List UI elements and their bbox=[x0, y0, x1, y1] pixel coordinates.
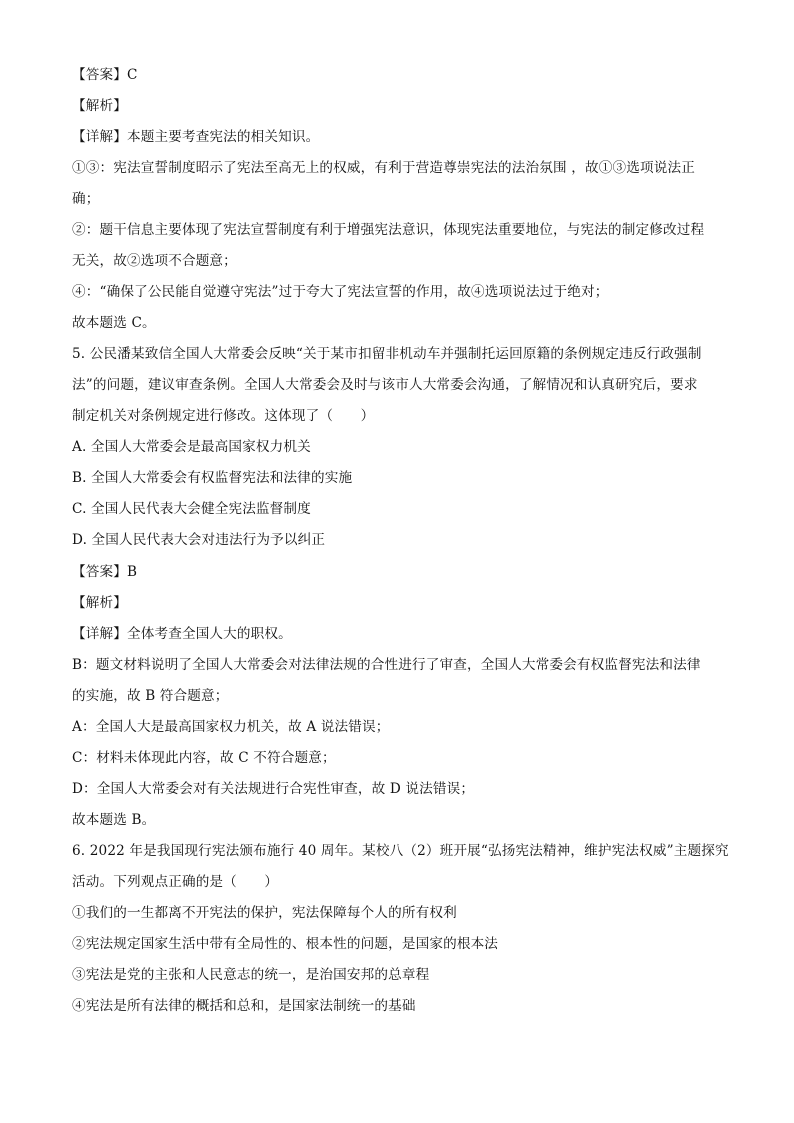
statement-1: ①我们的一生都离不开宪法的保护，宪法保障每个人的所有权利 bbox=[72, 905, 457, 921]
conclusion-line: 故本题选 C。 bbox=[72, 315, 156, 331]
statement-2: ②宪法规定国家生活中带有全局性的、根本性的问题，是国家的根本法 bbox=[72, 936, 499, 952]
question-stem: 活动。下列观点正确的是（ ） bbox=[72, 874, 279, 890]
explanation-line: 【详解】本题主要考查宪法的相关知识。 bbox=[72, 129, 320, 145]
explanation-line: ④：“确保了公民能自觉遵守宪法”过于夸大了宪法宣誓的作用，故④选项说法过于绝对； bbox=[72, 284, 609, 300]
explanation-line: 的实施，故 B 符合题意； bbox=[72, 688, 229, 704]
option-c: C. 全国人民代表大会健全宪法监督制度 bbox=[72, 501, 311, 517]
explanation-line: ①③：宪法宣誓制度昭示了宪法至高无上的权威，有利于营造尊崇宪法的法治氛围 ，故①③选项说法正 bbox=[72, 160, 695, 176]
explanation-line: D：全国人大常委会对有关法规进行合宪性审查，故 D 说法错误； bbox=[72, 781, 475, 797]
question-stem: 6. 2022 年是我国现行宪法颁布施行 40 周年。某校八（2）班开展“弘扬宪法精神，维护宪法权威”主题探究 bbox=[72, 843, 729, 859]
explanation-line: C：材料未体现此内容，故 C 不符合题意； bbox=[72, 750, 336, 766]
option-b: B. 全国人大常委会有权监督宪法和法律的实施 bbox=[72, 470, 353, 486]
analysis-heading: 【解析】 bbox=[72, 595, 127, 611]
explanation-line: 确； bbox=[72, 191, 100, 207]
explanation-line: ②：题干信息主要体现了宪法宣誓制度有利于增强宪法意识，体现宪法重要地位，与宪法的制定修改过程 bbox=[72, 222, 705, 238]
question-stem: 法”的问题，建议审查条例。全国人大常委会及时与该市人大常委会沟通，了解情况和认真研究后，要求 bbox=[72, 377, 698, 393]
explanation-line: B：题文材料说明了全国人大常委会对法律法规的合性进行了审查，全国人大常委会有权监督宪法和法律 bbox=[72, 657, 701, 673]
option-a: A. 全国人大常委会是最高国家权力机关 bbox=[72, 439, 311, 455]
analysis-heading: 【解析】 bbox=[72, 98, 127, 114]
question-stem: 5. 公民潘某致信全国人大常委会反映“关于某市扣留非机动车并强制托运回原籍的条例规定违反行政强制 bbox=[72, 346, 702, 362]
statement-3: ③宪法是党的主张和人民意志的统一，是治国安邦的总章程 bbox=[72, 967, 430, 983]
answer-line: 【答案】B bbox=[72, 564, 138, 580]
statement-4: ④宪法是所有法律的概括和总和，是国家法制统一的基础 bbox=[72, 998, 416, 1014]
conclusion-line: 故本题选 B。 bbox=[72, 812, 156, 828]
option-d: D. 全国人民代表大会对违法行为予以纠正 bbox=[72, 532, 326, 548]
answer-line: 【答案】C bbox=[72, 67, 138, 83]
explanation-line: 无关，故②选项不合题意； bbox=[72, 253, 237, 269]
explanation-line: A：全国人大是最高国家权力机关，故 A 说法错误； bbox=[72, 719, 390, 735]
explanation-line: 【详解】全体考查全国人大的职权。 bbox=[72, 626, 292, 642]
question-stem: 制定机关对条例规定进行修改。这体现了（ ） bbox=[72, 408, 375, 424]
